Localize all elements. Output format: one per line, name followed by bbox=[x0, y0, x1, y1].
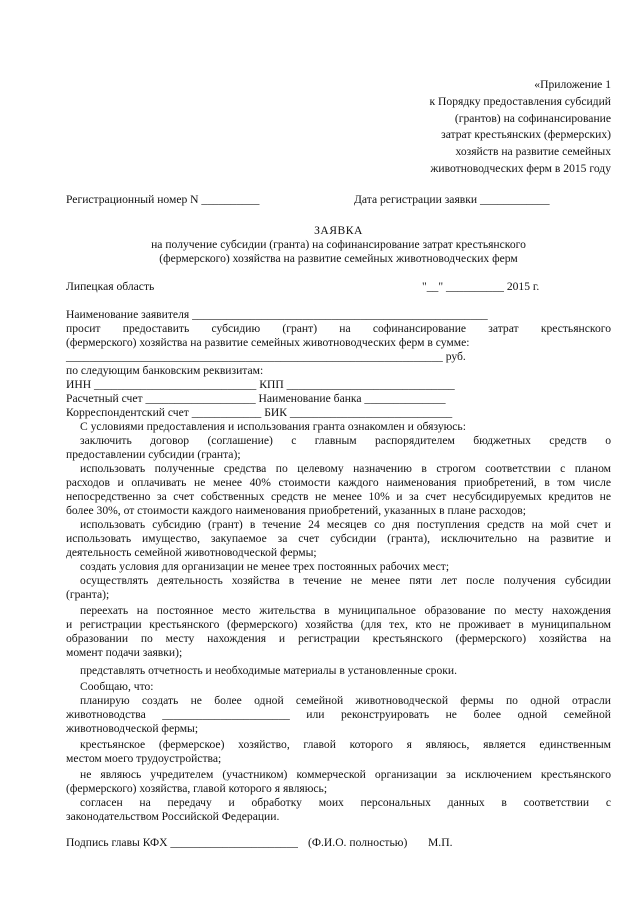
applicant-name: Наименование заявителя ___________________________________________________ bbox=[66, 308, 488, 321]
body-line: образовании по месту нахождения и регистрации крестьянского (фермерского) хозяйства на bbox=[66, 632, 611, 645]
body-line: (фермерского) хозяйства на развитие семейных животноводческих ферм в сумме: bbox=[66, 336, 470, 349]
body-line: расходов и оплачивать не менее 40% стоимости каждого наименования приобретений, в том числе bbox=[66, 476, 611, 489]
registration-number: Регистрационный номер N __________ bbox=[66, 193, 260, 206]
stamp-place: М.П. bbox=[428, 836, 453, 849]
body-line: более 30%, от стоимости каждого наименования приобретений, указанных в плане расходов; bbox=[66, 504, 526, 517]
document-title: ЗАЯВКА bbox=[314, 224, 363, 237]
body-line: просит предоставить субсидию (грант) на софинансирование затрат крестьянского bbox=[66, 322, 611, 335]
body-line: представлять отчетность и необходимые материалы в установленные сроки. bbox=[80, 664, 458, 677]
body-line: С условиями предоставления и использования гранта ознакомлен и обязуюсь: bbox=[80, 420, 466, 433]
body-line: не являюсь учредителем (участником) коммерческой организации за исключением крестьянского bbox=[80, 768, 611, 781]
region: Липецкая область bbox=[66, 280, 155, 293]
body-line: использовать полученные средства по целевому назначению в строгом соответствии с планом bbox=[80, 462, 611, 475]
appendix-line: хозяйств на развитие семейных bbox=[455, 145, 611, 159]
appendix-line: «Приложение 1 bbox=[534, 78, 611, 91]
document-subtitle: на получение субсидии (гранта) на софинансирование затрат крестьянского bbox=[151, 238, 526, 251]
body-line: непосредственно за счет собственных средств не менее 10% и за счет несубсидируемых кредитов не bbox=[66, 490, 611, 503]
amount-field: _________________________________________________________________ руб. bbox=[66, 350, 466, 363]
application-date: "__" __________ 2015 г. bbox=[422, 280, 540, 293]
body-line: крестьянское (фермерское) хозяйство, главой которого я являюсь, является единственным bbox=[80, 738, 611, 751]
body-line: местом моего трудоустройства; bbox=[66, 752, 222, 765]
registration-date: Дата регистрации заявки ____________ bbox=[354, 193, 550, 206]
body-line: (фермерского) хозяйства, главой которого я являюсь; bbox=[66, 782, 328, 795]
signature-field: Подпись главы КФХ ______________________ bbox=[66, 836, 298, 849]
body-line: осуществлять деятельность хозяйства в течение не менее пяти лет после получения субсидии bbox=[80, 574, 611, 587]
body-line: предоставлении субсидии (гранта); bbox=[66, 448, 241, 461]
body-line: деятельность семейной животноводческой фермы; bbox=[66, 546, 317, 559]
appendix-line: к Порядку предоставления субсидий bbox=[429, 94, 611, 108]
corr-account-bik-field: Корреспондентский счет ____________ БИК ____________________________ bbox=[66, 406, 453, 419]
appendix-line: (грантов) на софинансирование bbox=[454, 111, 611, 125]
body-line: согласен на передачу и обработку моих персональных данных в соответствии с bbox=[80, 796, 611, 809]
body-line: момент подачи заявки); bbox=[66, 646, 183, 659]
body-line: заключить договор (соглашение) с главным распорядителем бюджетных средств о bbox=[80, 434, 611, 447]
body-line: использовать имущество, закупаемое за счет субсидии (гранта), исключительно на развитие и bbox=[66, 532, 611, 545]
body-line: и регистрации крестьянского (фермерского) хозяйства (для тех, кто не проживает в муниципальном bbox=[66, 618, 611, 631]
body-line: животноводства ______________________ или реконструировать не более одной семейной bbox=[66, 708, 611, 721]
appendix-block bbox=[390, 77, 611, 178]
inn-kpp-field: ИНН ____________________________ КПП _____________________________ bbox=[66, 378, 455, 391]
body-line: законодательством Российской Федерации. bbox=[66, 810, 280, 823]
body-line: Сообщаю, что: bbox=[80, 680, 154, 693]
appendix-line: животноводческих ферм в 2015 году bbox=[430, 161, 611, 175]
account-bank-field: Расчетный счет ___________________ Наименование банка ______________ bbox=[66, 392, 446, 405]
body-line: животноводческой фермы; bbox=[66, 722, 199, 735]
body-line: использовать субсидию (грант) в течение 24 месяцев со дня поступления средств на мой счет и bbox=[80, 518, 611, 531]
body-line: (гранта); bbox=[66, 588, 110, 601]
signature-fio: (Ф.И.О. полностью) bbox=[308, 836, 408, 849]
body-line: планирую создать не более одной семейной животноводческой фермы по одной отрасли bbox=[80, 694, 611, 707]
body-line: создать условия для организации не менее трех постоянных рабочих мест; bbox=[80, 560, 450, 573]
body-line: по следующим банковским реквизитам: bbox=[66, 364, 264, 377]
appendix-line: затрат крестьянских (фермерских) bbox=[441, 128, 611, 142]
body-line: переехать на постоянное место жительства в муниципальное образование по месту нахождения bbox=[80, 604, 611, 617]
document-subtitle: (фермерского) хозяйства на развитие семейных животноводческих ферм bbox=[159, 252, 518, 265]
